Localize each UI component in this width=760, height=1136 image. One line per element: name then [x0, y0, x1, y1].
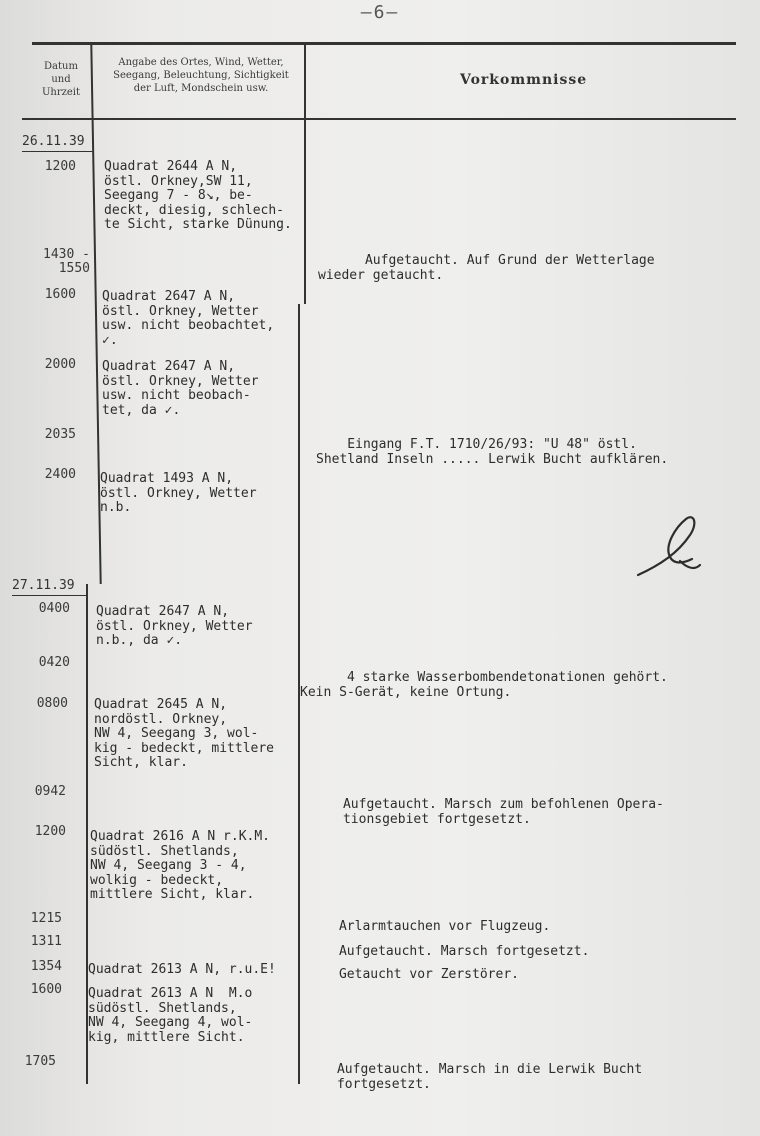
entry-position: Quadrat 2613 A N, r.u.E!: [88, 962, 276, 977]
entry-time: 1600: [30, 982, 62, 997]
entry-position: Quadrat 2645 A N, nordöstl. Orkney, NW 4, Seegang 3, wol- kig - bedeckt, mittlere Sicht, klar.: [94, 697, 275, 770]
entry-time: 1215: [30, 911, 62, 926]
entry-event: Getaucht vor Zerstörer.: [292, 967, 519, 982]
entry-event: Aufgetaucht. Marsch fortgesetzt.: [292, 944, 590, 959]
entry-event: Eingang F.T. 1710/26/93: "U 48" östl. Shetland Inseln ..... Lerwik Bucht aufklären.: [316, 437, 669, 467]
header-angabe: [100, 56, 302, 95]
entry-time: 1430 - 1550: [43, 247, 90, 276]
date-label: 26.11.39: [22, 134, 85, 149]
entry-time: 1200: [44, 159, 76, 174]
header-rule: [22, 118, 736, 120]
entry-time: 1600: [44, 287, 76, 302]
entry-position: Quadrat 2644 A N, östl. Orkney,SW 11, Seegang 7 - 8↘, be- deckt, diesig, schlech- te Sicht, starke Dünung.: [104, 159, 292, 232]
date-underline: [22, 151, 94, 152]
header-datum-line: Datum: [44, 61, 78, 72]
header-angabe-line: Angabe des Ortes, Wind, Wetter,: [118, 57, 284, 68]
entry-time: 1705: [24, 1054, 56, 1069]
signature-mark: [630, 505, 710, 585]
entry-event: 4 starke Wasserbombendetonationen gehört. Kein S-Gerät, keine Ortung.: [300, 670, 668, 700]
entry-time: 2000: [44, 357, 76, 372]
entry-position: Quadrat 2647 A N, östl. Orkney, Wetter usw. nicht beobach- tet, da ✓.: [102, 359, 259, 418]
header-angabe-line: Seegang, Beleuchtung, Sichtigkeit: [113, 70, 289, 81]
entry-time: 2035: [44, 427, 76, 442]
entry-event: Aufgetaucht. Marsch zum befohlenen Opera- tionsgebiet fortgesetzt.: [342, 797, 664, 827]
header-vorkommnisse: Vorkommnisse: [460, 72, 588, 88]
entry-event: Aufgetaucht. Marsch in die Lerwik Bucht fortgesetzt.: [336, 1062, 643, 1092]
header-datum-line: und: [51, 74, 71, 85]
entry-position: Quadrat 1493 A N, östl. Orkney, Wetter n.b.: [100, 471, 257, 515]
page-number: —6—: [360, 2, 400, 23]
header-angabe-line: der Luft, Mondschein usw.: [133, 83, 269, 94]
date-label: 27.11.39: [12, 578, 75, 593]
entry-time: 0800: [36, 696, 68, 711]
top-rule: [32, 42, 736, 45]
entry-event: Aufgetaucht. Auf Grund der Wetterlage wieder getaucht.: [318, 253, 655, 283]
column-divider-2: [304, 44, 306, 304]
entry-position: Quadrat 2613 A N M.o südöstl. Shetlands, NW 4, Seegang 4, wol- kig, mittlere Sicht.: [88, 986, 253, 1045]
entry-position: Quadrat 2647 A N, östl. Orkney, Wetter usw. nicht beobachtet, ✓.: [102, 289, 275, 348]
header-datum-line: Uhrzeit: [41, 87, 81, 98]
entry-position: Quadrat 2647 A N, östl. Orkney, Wetter n.b., da ✓.: [96, 604, 253, 648]
entry-time: 1200: [34, 824, 66, 839]
entry-time: 0420: [38, 655, 70, 670]
date-underline: [12, 595, 88, 596]
entry-time: 1354: [30, 959, 62, 974]
entry-time: 1311: [30, 934, 62, 949]
entry-time: 0400: [38, 601, 70, 616]
entry-event: Arlarmtauchen vor Flugzeug.: [292, 919, 551, 934]
entry-time: 0942: [34, 784, 66, 799]
entry-time: 2400: [44, 467, 76, 482]
entry-position: Quadrat 2616 A N r.K.M. südöstl. Shetlands, NW 4, Seegang 3 - 4, wolkig - bedeckt, mittlere Sicht, klar.: [90, 829, 271, 902]
header-datum: [30, 60, 92, 99]
